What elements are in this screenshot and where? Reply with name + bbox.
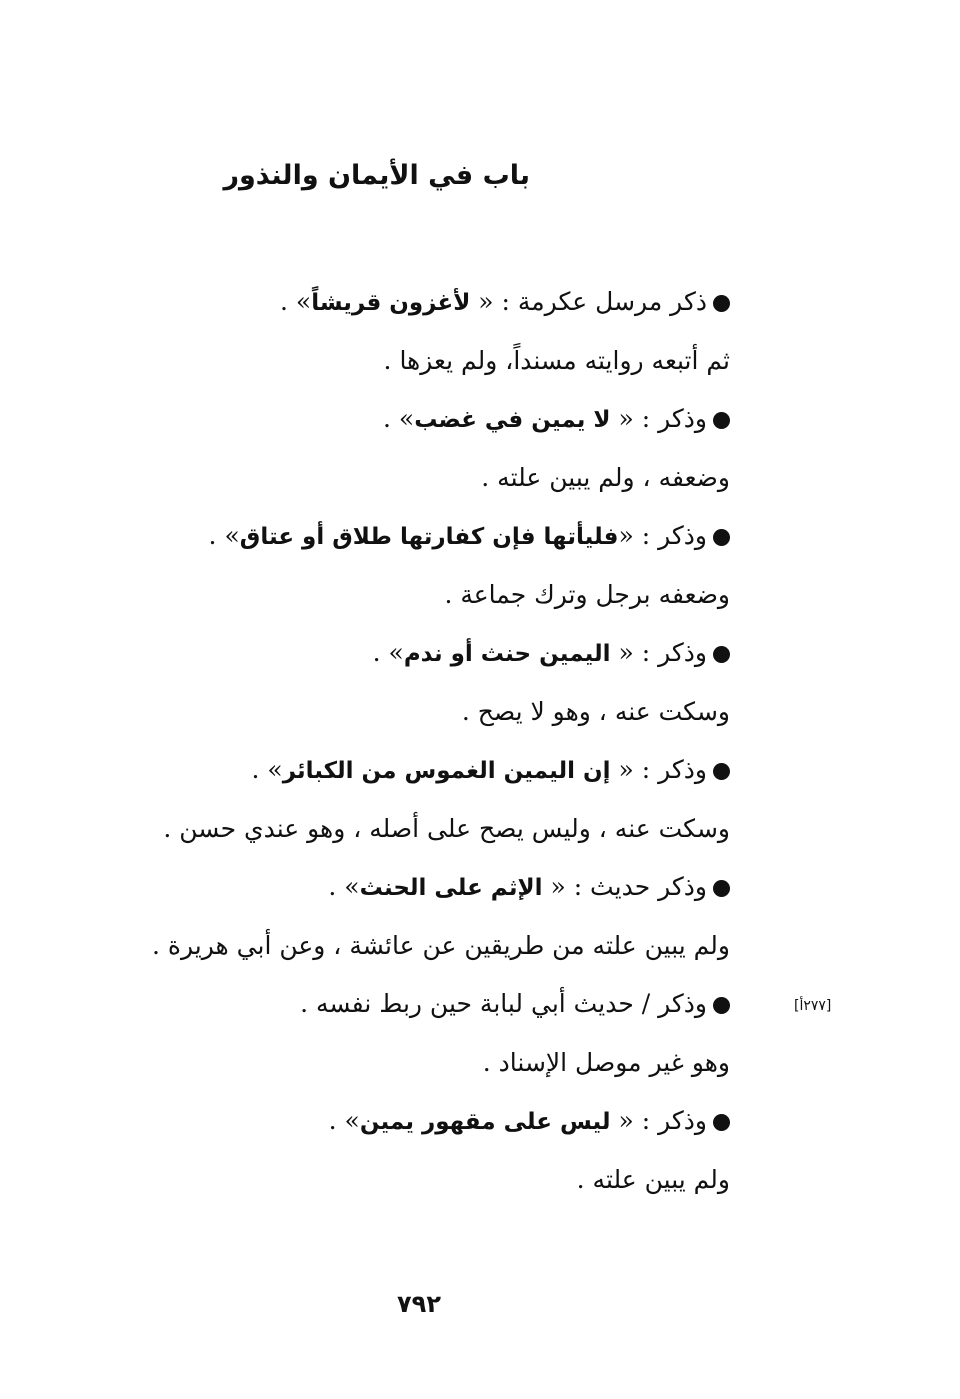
entry-line [170,746,730,805]
entry-line [170,1097,730,1156]
chapter-title: باب في الأيمان والنذور [223,160,530,191]
entry-text: وذكر : « [610,404,707,433]
manuscript-folio-note: [٢٧٧أ] [794,998,832,1014]
entry-text: » . [208,521,240,550]
hadith-text: لا يمين في غضب [414,407,611,433]
entry-text: وذكر : « [610,1106,707,1135]
entry-text: وذكر / حديث أبي لبابة حين ربط نفسه . [300,989,707,1018]
entry-text: » . [280,287,312,316]
comment-line: وضعفه ، ولم يبين علته . [481,462,730,492]
bullet-icon [713,412,730,429]
entry-text: » . [251,755,283,784]
comment-line: وسكت عنه ، وهو لا يصح . [461,696,730,726]
bullet-icon [713,295,730,312]
entry-text: وذكر : « [610,755,707,784]
comment-line: وسكت عنه ، وليس يصح على أصله ، وهو عندي حسن . [163,813,730,843]
hadith-text: ليس على مقهور يمين [359,1109,611,1135]
hadith-text: فليأتها فإن كفارتها طلاق أو عتاق [239,524,619,550]
entry-line [170,395,730,454]
entry-line [170,512,730,571]
hadith-text: اليمين حنث أو ندم [403,641,611,667]
bullet-icon [713,1114,730,1131]
entry-text: » . [328,1106,360,1135]
entry-line [170,980,730,1039]
bullet-icon [713,646,730,663]
hadith-text: الإثم على الحنث [359,875,543,901]
text-body [151,278,730,1214]
entry-line [170,278,730,337]
entry-text: وذكر : « [610,638,707,667]
entry-text: وذكر حديث : « [542,872,707,901]
bullet-icon [713,529,730,546]
comment-line: وهو غير موصل الإسناد . [482,1047,730,1077]
comment-line: ولم يبين علته . [576,1164,730,1194]
page-number: ٧٩٢ [397,1290,441,1318]
hadith-text: إن اليمين الغموس من الكبائر [282,758,611,784]
bullet-icon [713,880,730,897]
entry-text: وذكر : « [618,521,707,550]
entry-text: » . [382,404,415,433]
entry-text: » . [372,638,404,667]
bullet-icon [713,997,730,1014]
bullet-icon [713,763,730,780]
entry-text: ذكر مرسل عكرمة : « [470,287,707,316]
entry-text: » . [328,872,360,901]
comment-line: ولم يبين علته من طريقين عن عائشة ، وعن أبي هريرة . [151,930,730,960]
entry-line [170,863,730,922]
hadith-text: لأغزون قريشاً [311,290,471,316]
entry-line [170,629,730,688]
comment-line: وضعفه برجل وترك جماعة . [444,579,730,609]
comment-line: ثم أتبعه روايته مسنداً، ولم يعزها . [383,345,730,375]
